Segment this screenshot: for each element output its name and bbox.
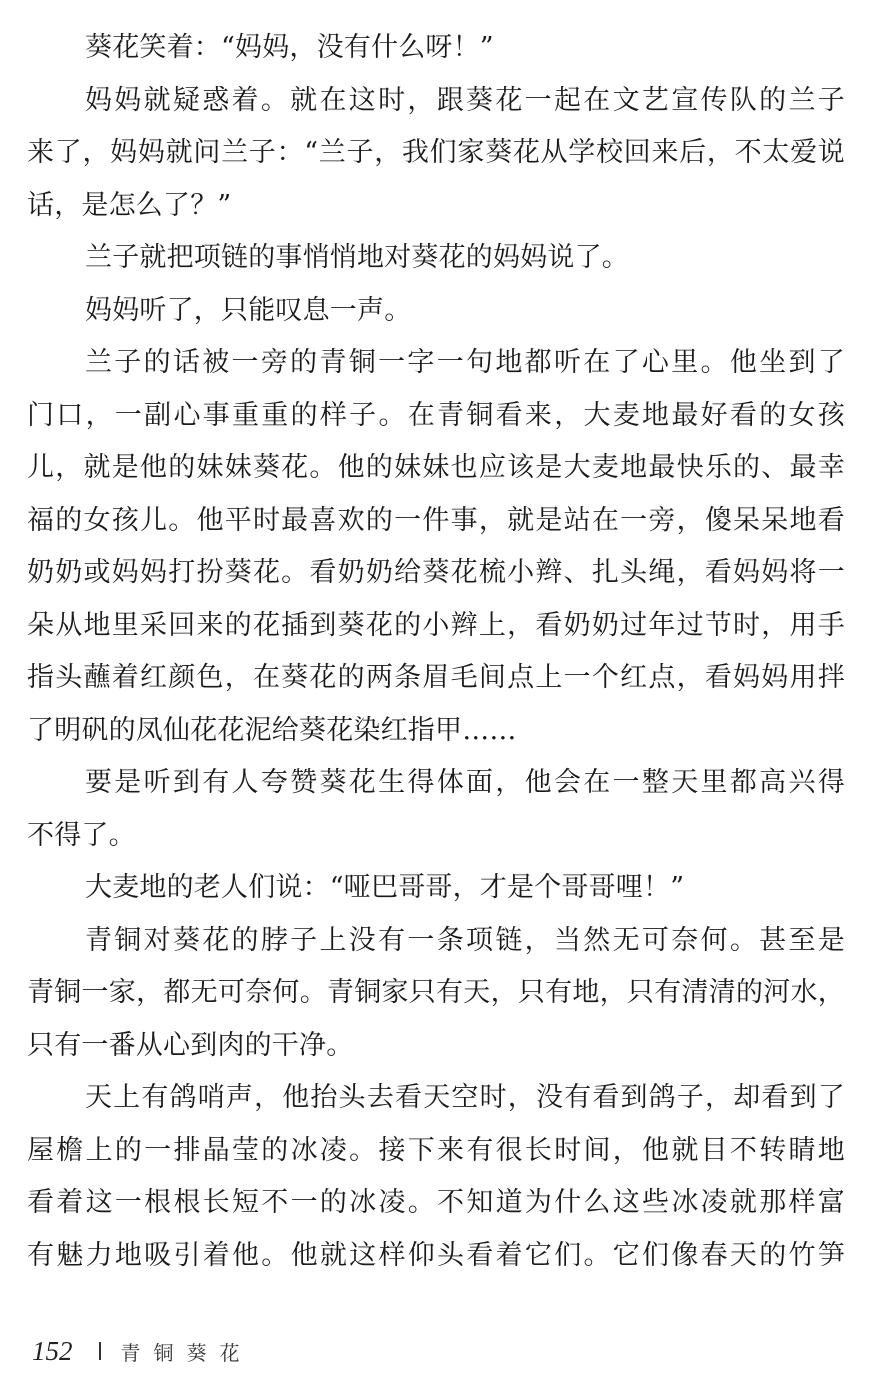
text-line: 兰子的话被一旁的青铜一字一句地都听在了心里。他坐到了	[85, 347, 845, 378]
text-line: 只有一番从心到肉的干净。	[27, 1029, 354, 1061]
text-line: 福的女孩儿。他平时最喜欢的一件事，就是站在一旁，傻呆呆地看	[27, 504, 845, 536]
text-line: 来了，妈妈就问兰子：“兰子，我们家葵花从学校回来后，不太爱说	[27, 137, 845, 168]
text-line: 了明矾的凤仙花花泥给葵花染红指甲……	[27, 714, 517, 746]
text-line: 青铜对葵花的脖子上没有一条项链，当然无可奈何。甚至是	[85, 924, 845, 956]
running-book-title: 青铜葵花	[120, 1340, 253, 1365]
text-line: 妈妈听了，只能叹息一声。	[85, 294, 412, 326]
text-line: 葵花笑着：“妈妈，没有什么呀！”	[85, 32, 494, 63]
text-line: 指头蘸着红颜色，在葵花的两条眉毛间点上一个红点，看妈妈用拌	[27, 662, 845, 693]
text-line: 妈妈就疑惑着。就在这时，跟葵花一起在文艺宣传队的兰子	[85, 84, 845, 116]
text-line: 门口，一副心事重重的样子。在青铜看来，大麦地最好看的女孩	[27, 399, 845, 431]
text-line: 有魅力地吸引着他。他就这样仰头看着它们。它们像春天的竹笋	[27, 1239, 845, 1271]
text-line: 青铜一家，都无可奈何。青铜家只有天，只有地，只有清清的河水，	[27, 977, 845, 1008]
page-number: 152	[32, 1335, 73, 1366]
text-line: 天上有鸽哨声，他抬头去看天空时，没有看到鸽子，却看到了	[85, 1082, 845, 1113]
text-line: 兰子就把项链的事悄悄地对葵花的妈妈说了。	[85, 242, 629, 273]
text-line: 不得了。	[27, 819, 136, 851]
text-line: 屋檐上的一排晶莹的冰凌。接下来有很长时间，他就目不转睛地	[27, 1134, 845, 1166]
text-line: 奶奶或妈妈打扮葵花。看奶奶给葵花梳小辫、扎头绳，看妈妈将一	[27, 557, 845, 588]
text-line: 看着这一根根长短不一的冰凌。不知道为什么这些冰凌就那样富	[27, 1187, 845, 1218]
page-footer	[32, 1333, 253, 1369]
text-line: 要是听到有人夸赞葵花生得体面，他会在一整天里都高兴得	[85, 767, 845, 798]
text-line: 话，是怎么了？”	[27, 189, 232, 221]
text-line: 朵从地里采回来的花插到葵花的小辫上，看奶奶过年过节时，用手	[27, 609, 845, 641]
text-line: 大麦地的老人们说：“哑巴哥哥，才是个哥哥哩！”	[85, 872, 685, 903]
page-body-text	[27, 22, 845, 1282]
footer-divider	[99, 1342, 101, 1360]
text-line: 儿，就是他的妹妹葵花。他的妹妹也应该是大麦地最快乐的、最幸	[27, 452, 845, 483]
